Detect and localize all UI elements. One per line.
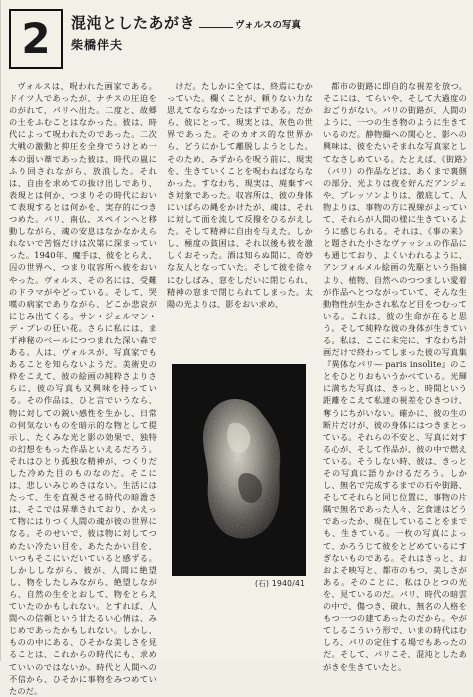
photo-caption: (石) 1940/41 [255,579,306,588]
photograph-stone-icon [172,364,306,576]
article-title-row [71,12,466,33]
article-subtitle: ヴォルスの写真 [235,20,301,31]
title-dash-divider [199,27,233,28]
column-1-text: ヴォルスは、呪われた画家である。ドイツ人であったが、ナチスの圧迫をのがれて、パリへ出た。二度と、故郷の土をふむことはなかった。彼は、時代によって呪われたのであった。二次大戦の激動と抑圧を全身でうけとめ一本の弱い葦であった彼は、時代の嵐にふり回されながら、放浪した。それは、自由を求めての抜け出しであり、表現とは何か、つまりその時代において表現するとは何かを、実存的につきつめた。パリ、南仏、スペインへと移動しながら、魂の安息はなかなかえられないで苦悩だけは次第に深まっていった。1940年、魔手は、彼をとらえ、囚の世界へ、つまり収容所へ彼をおいやった。ヴォルス、その名には、受難のドラマがやどっている。そして、哭嘆の病家でありながら、どこか悲哀がにじみ出てくる。サン・ジェルマン・デ・プレの狂い花。さらに私には、まず神秘のベールにつつまれた深い森である。人は、ヴォルスが、写真家でもあることを知らないようだ。美術史の枠をこえて、彼の絵画の純粋さよりさらに、彼の写真も又興味を持っている。その作品は、ひと言でいうなら、物に対しての鋭い感性を生かし、日常の何気ないものを暗示的な物として提示し、たくみな光と影の効果で、独特の幻想をもった作品といえるだろう。それはひとり孤独な精神が、つくりだした冷めた目のものなのだ。そこには、悲しいみじめさはない。生活にはたって、生を直視させる時代の暗澹さは、そこでは昇華されており、かえって物にはりつく人間の魂が彼の世界になる。そのせいで、彼は物に対してつめたい冷たい目を、あたたかい目を、いつもそこにいだいていると感ずる。しかししながら、彼が、人間に絶望し、物をしたしみながら、絶望しながら、自然の生をとおして、物をとらえていたのかもしれない。とすれば、人間への信頼という甘たるい心情は、みじめであったかもしれない。しかし、ものの中にある、ひそかな美しさを見ることは、これからの時代にも、求めていいのではないか。時代と人間への不信から、ひそかに事物をみつめていたのだ。 [9,81,157,696]
author-name: 柴橋伴夫 [71,38,124,52]
chapter-number: 2 [21,14,51,63]
stone-photograph [172,364,306,576]
text-column-1 [9,80,157,696]
column-3-text: 都市の街路に即自的な視差を放つ。そこには、てらいや、そして大過度のおごりがない。パリの街路が、人間のように、一つの生き物のように生きているのだ。静物撮への関心と、影への興味は、彼をたいそまれな写真家としてなさしめている。たとえば、《街路》（パリ）の作品などは、あくまで裏側の部分、光よりは夜を好んだアンジェや、プレッソンよりは、徹底して、人物よりは、事物の方に視線がよっていて、それらが人間の様に生きているように感じられる。それは、《事の来》と題された小さなヴァッシュの作品にも通じており、よくいわれるように、アンフォルメル絵画の先駆という指摘より、植物、自然へのつつましい愛着が作品へとつながっていて、そんな生動物性が生かされ私など目をつむっている。これは、彼の生命が在ると思う。そして純粋な彼の身体が生きている。私は、ここに未完に、すなわち計画だけで終わってしまった彼の写真集『異体なパリ— paris insolite』のことをひとりおもいうかべている。光輝に満ちた写真は、きっと、時間という距離をこえて私達の視差をひきつけ、奪うにちがいない。確かに、彼の生の断片だけが、彼の身体にはつきまとっている。それらの不安と、写真に対する心が、そして作品が、彼の中で燃えている。そうしない時、彼は、きっとその写真に語りかけるだろう。しかし、無名で完成するまでの石や街路、そしてそれらと同じ位置に、事物の片隅で無名であった人々、乞食達はどうであったか、現在していることをまでも、生きている。一枚の写真によって、かろうじて彼をとどめているにすぎないものである。それはきっと、おおよそ映写と、都市のもつ、美しさがある。そのことに、私はひとつの光を、見ているのだ。パリ、時代の暗雲の中で、傷つき、破れ、無名の人格をもつ一つの建てあったのだから。やがてしるこういう形で、いまの時代はむしろ、パリの定住する場でもあったのだ。そして、パリこそ、混沌としたあがきを生きていたと。 [323,81,467,672]
article-title: 混沌としたあがき [71,14,196,32]
text-column-3 [323,80,467,672]
chapter-number-box [9,9,63,69]
text-column-2 [167,80,313,330]
column-2-text: けだ。たしかに全ては、終焉にむかっていた。欄くことが、頼りない力な思えてならなかったはずである。だから、彼にとって、現実とは、灰色の世界であった。そのカオス的な世界から、どうにかして離脱しようとした。そのため、みずからを呪う前に、現実を、生きていくことを呪わねばならなかった。すなわち、現実は、廃棄すべき対象であった。収容所は、彼の身体にいばらの縄をかけたが、魂は、それに対して面を流して反撥をひるがえした。そして精神に自由を与えた。しかし、極度の貧困は、それ以後も彼を激しくおそった。酒は知らぬ間に、奇妙な友人となっていた。そして彼を徐々にむしばみ、窓をしだいに閉じられ、精神の窓まで閉じられてしまった。太陽の光よりは、影をおい求め、 [167,81,313,309]
